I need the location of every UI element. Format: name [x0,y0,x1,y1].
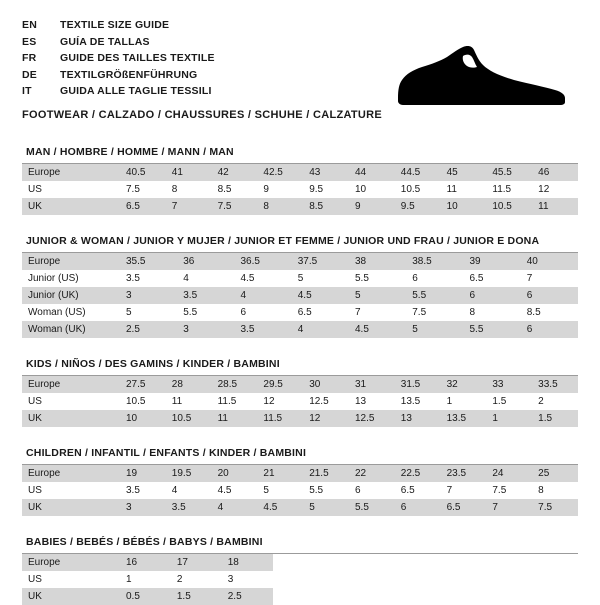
cell-empty [374,588,425,605]
row-label: US [22,571,120,588]
cell: 6.5 [441,499,487,516]
cell: 27.5 [120,376,166,393]
cell-empty [476,571,527,588]
cell: 6.5 [395,482,441,499]
cell: 19 [120,465,166,482]
cell: 16 [120,554,171,571]
cell: 10 [120,410,166,427]
cell: 8 [257,198,303,215]
row-label: US [22,181,120,198]
table-row [22,410,578,427]
cell: 42 [212,164,258,181]
cell: 11.5 [486,181,532,198]
cell: 4 [177,270,234,287]
cell: 5.5 [303,482,349,499]
size-table-babies [22,554,578,605]
cell: 6 [464,287,521,304]
cell: 1 [486,410,532,427]
cell: 2.5 [120,321,177,338]
cell: 24 [486,465,532,482]
cell: 5.5 [464,321,521,338]
language-title-list [22,18,215,101]
cell: 11 [441,181,487,198]
cell: 29.5 [257,376,303,393]
cell: 4 [235,287,292,304]
document-header [22,18,578,126]
cell-empty [324,588,375,605]
cell: 6 [349,482,395,499]
cell-empty [425,571,476,588]
size-table-children [22,465,578,516]
cell: 28.5 [212,376,258,393]
cell: 38 [349,253,406,270]
cell: 9 [257,181,303,198]
row-label: Europe [22,253,120,270]
language-code: FR [22,52,37,64]
cell: 32 [441,376,487,393]
cell: 40.5 [120,164,166,181]
cell: 11 [532,198,578,215]
cell: 6.5 [464,270,521,287]
cell: 8 [464,304,521,321]
row-label: Woman (UK) [22,321,120,338]
table-row [22,393,578,410]
table-row [22,554,578,571]
row-label: UK [22,499,120,516]
cell: 36 [177,253,234,270]
cell: 12.5 [303,393,349,410]
cell: 5.5 [177,304,234,321]
cell: 11.5 [257,410,303,427]
section-children [22,447,578,516]
cell: 10 [349,181,395,198]
cell: 8.5 [212,181,258,198]
cell: 13.5 [395,393,441,410]
section-babies [22,536,578,605]
cell: 31.5 [395,376,441,393]
cell: 2 [532,393,578,410]
section-junior-woman [22,235,578,338]
section-title: CHILDREN / INFANTIL / ENFANTS / KINDER / BAMBINI [26,447,307,459]
language-row [22,84,215,101]
table-row [22,321,578,338]
cell: 6 [521,321,578,338]
cell: 13 [395,410,441,427]
size-table-kids [22,376,578,427]
cell-empty [324,554,375,571]
cell: 17 [171,554,222,571]
cell: 25 [532,465,578,482]
cell: 43 [303,164,349,181]
cell-empty [476,588,527,605]
cell: 5 [292,270,349,287]
row-label: Europe [22,376,120,393]
cell: 7.5 [120,181,166,198]
table-row [22,287,578,304]
cell: 8 [532,482,578,499]
cell: 42.5 [257,164,303,181]
table-row [22,588,578,605]
table-row [22,499,578,516]
cell: 4.5 [292,287,349,304]
cell: 10.5 [486,198,532,215]
cell: 5.5 [349,499,395,516]
cell: 8.5 [521,304,578,321]
cell-empty [527,571,578,588]
section-title: KIDS / NIÑOS / DES GAMINS / KINDER / BAMBINI [26,358,280,370]
cell: 0.5 [120,588,171,605]
cell: 4.5 [235,270,292,287]
dress-shoe-icon [390,40,570,112]
cell: 7 [166,198,212,215]
cell-empty [527,588,578,605]
cell: 7.5 [532,499,578,516]
cell: 4.5 [349,321,406,338]
row-label: UK [22,410,120,427]
cell: 11 [166,393,212,410]
cell: 22 [349,465,395,482]
row-label: Woman (US) [22,304,120,321]
cell: 1.5 [486,393,532,410]
cell: 10.5 [395,181,441,198]
cell: 8.5 [303,198,349,215]
cell: 40 [521,253,578,270]
cell: 4 [292,321,349,338]
cell: 6 [395,499,441,516]
section-kids [22,358,578,427]
language-code: EN [22,19,37,31]
table-row [22,571,578,588]
cell: 7.5 [406,304,463,321]
cell: 7 [521,270,578,287]
row-label: Europe [22,164,120,181]
row-label: Junior (US) [22,270,120,287]
cell: 4.5 [257,499,303,516]
cell: 6.5 [292,304,349,321]
cell: 13.5 [441,410,487,427]
cell: 3.5 [166,499,212,516]
table-row [22,253,578,270]
language-title: GUIDE DES TAILLES TEXTILE [60,52,215,64]
table-row [22,198,578,215]
cell: 7 [349,304,406,321]
cell: 35.5 [120,253,177,270]
table-row [22,304,578,321]
cell: 46 [532,164,578,181]
cell: 3 [177,321,234,338]
cell: 9.5 [395,198,441,215]
row-label: Europe [22,465,120,482]
cell: 6.5 [120,198,166,215]
cell-empty [425,554,476,571]
section-title: BABIES / BEBÉS / BÉBÉS / BABYS / BAMBINI [26,536,263,548]
cell-empty [273,571,324,588]
cell-empty [273,588,324,605]
cell: 10 [441,198,487,215]
cell: 3 [120,499,166,516]
cell: 13 [349,393,395,410]
cell: 37.5 [292,253,349,270]
cell: 11.5 [212,393,258,410]
cell: 12 [532,181,578,198]
language-title: GUIDA ALLE TAGLIE TESSILI [60,85,212,97]
cell: 22.5 [395,465,441,482]
cell-empty [273,554,324,571]
cell-empty [476,554,527,571]
cell: 6 [521,287,578,304]
cell: 23.5 [441,465,487,482]
language-row [22,18,215,35]
language-title: TEXTILGRÖßENFÜHRUNG [60,68,198,81]
cell: 3.5 [120,270,177,287]
cell: 30 [303,376,349,393]
cell-empty [425,588,476,605]
cell: 21 [257,465,303,482]
cell: 5 [406,321,463,338]
cell-empty [324,571,375,588]
cell: 20 [212,465,258,482]
cell: 45.5 [486,164,532,181]
table-row [22,376,578,393]
cell: 4.5 [212,482,258,499]
cell: 4 [212,499,258,516]
cell: 12.5 [349,410,395,427]
language-code: IT [22,85,32,97]
cell: 5 [257,482,303,499]
cell: 33 [486,376,532,393]
cell: 7 [441,482,487,499]
cell: 12 [303,410,349,427]
cell: 8 [166,181,212,198]
cell: 2 [171,571,222,588]
cell: 41 [166,164,212,181]
cell: 6 [406,270,463,287]
row-label: UK [22,198,120,215]
cell: 4 [166,482,212,499]
cell: 3.5 [235,321,292,338]
size-table-junior-woman [22,253,578,338]
row-label: Europe [22,554,120,571]
language-row [22,51,215,68]
cell: 9 [349,198,395,215]
cell: 18 [222,554,273,571]
language-row [22,35,215,52]
language-title: TEXTILE SIZE GUIDE [60,19,170,31]
cell: 6 [235,304,292,321]
cell: 38.5 [406,253,463,270]
row-label: US [22,393,120,410]
cell: 1 [120,571,171,588]
cell: 44 [349,164,395,181]
cell: 7.5 [486,482,532,499]
cell: 44.5 [395,164,441,181]
cell: 5.5 [349,270,406,287]
cell: 9.5 [303,181,349,198]
table-row [22,465,578,482]
table-row [22,482,578,499]
cell: 7 [486,499,532,516]
cell: 5 [349,287,406,304]
cell: 21.5 [303,465,349,482]
cell: 1.5 [532,410,578,427]
cell: 19.5 [166,465,212,482]
cell: 1 [441,393,487,410]
section-title: JUNIOR & WOMAN / JUNIOR Y MUJER / JUNIOR ET FEMME / JUNIOR UND FRAU / JUNIOR E DONA [26,235,540,247]
cell: 3.5 [120,482,166,499]
cell: 36.5 [235,253,292,270]
cell: 5.5 [406,287,463,304]
cell: 45 [441,164,487,181]
cell: 12 [257,393,303,410]
size-table-man [22,164,578,215]
cell: 28 [166,376,212,393]
language-title: GUÍA DE TALLAS [60,35,150,48]
cell-empty [374,554,425,571]
cell: 5 [120,304,177,321]
cell: 33.5 [532,376,578,393]
cell: 1.5 [171,588,222,605]
category-heading: FOOTWEAR / CALZADO / CHAUSSURES / SCHUHE / CALZATURE [22,108,383,121]
table-row [22,270,578,287]
cell: 3.5 [177,287,234,304]
cell: 10.5 [120,393,166,410]
cell-empty [527,554,578,571]
cell: 10.5 [166,410,212,427]
row-label: US [22,482,120,499]
table-row [22,181,578,198]
cell: 7.5 [212,198,258,215]
section-man [22,146,578,215]
cell: 2.5 [222,588,273,605]
language-code: ES [22,35,37,48]
cell: 11 [212,410,258,427]
cell: 3 [120,287,177,304]
cell: 39 [464,253,521,270]
row-label: UK [22,588,120,605]
cell-empty [374,571,425,588]
table-row [22,164,578,181]
language-code: DE [22,68,37,81]
cell: 5 [303,499,349,516]
language-row [22,68,215,85]
section-title: MAN / HOMBRE / HOMME / MANN / MAN [26,146,234,158]
row-label: Junior (UK) [22,287,120,304]
cell: 31 [349,376,395,393]
cell: 3 [222,571,273,588]
